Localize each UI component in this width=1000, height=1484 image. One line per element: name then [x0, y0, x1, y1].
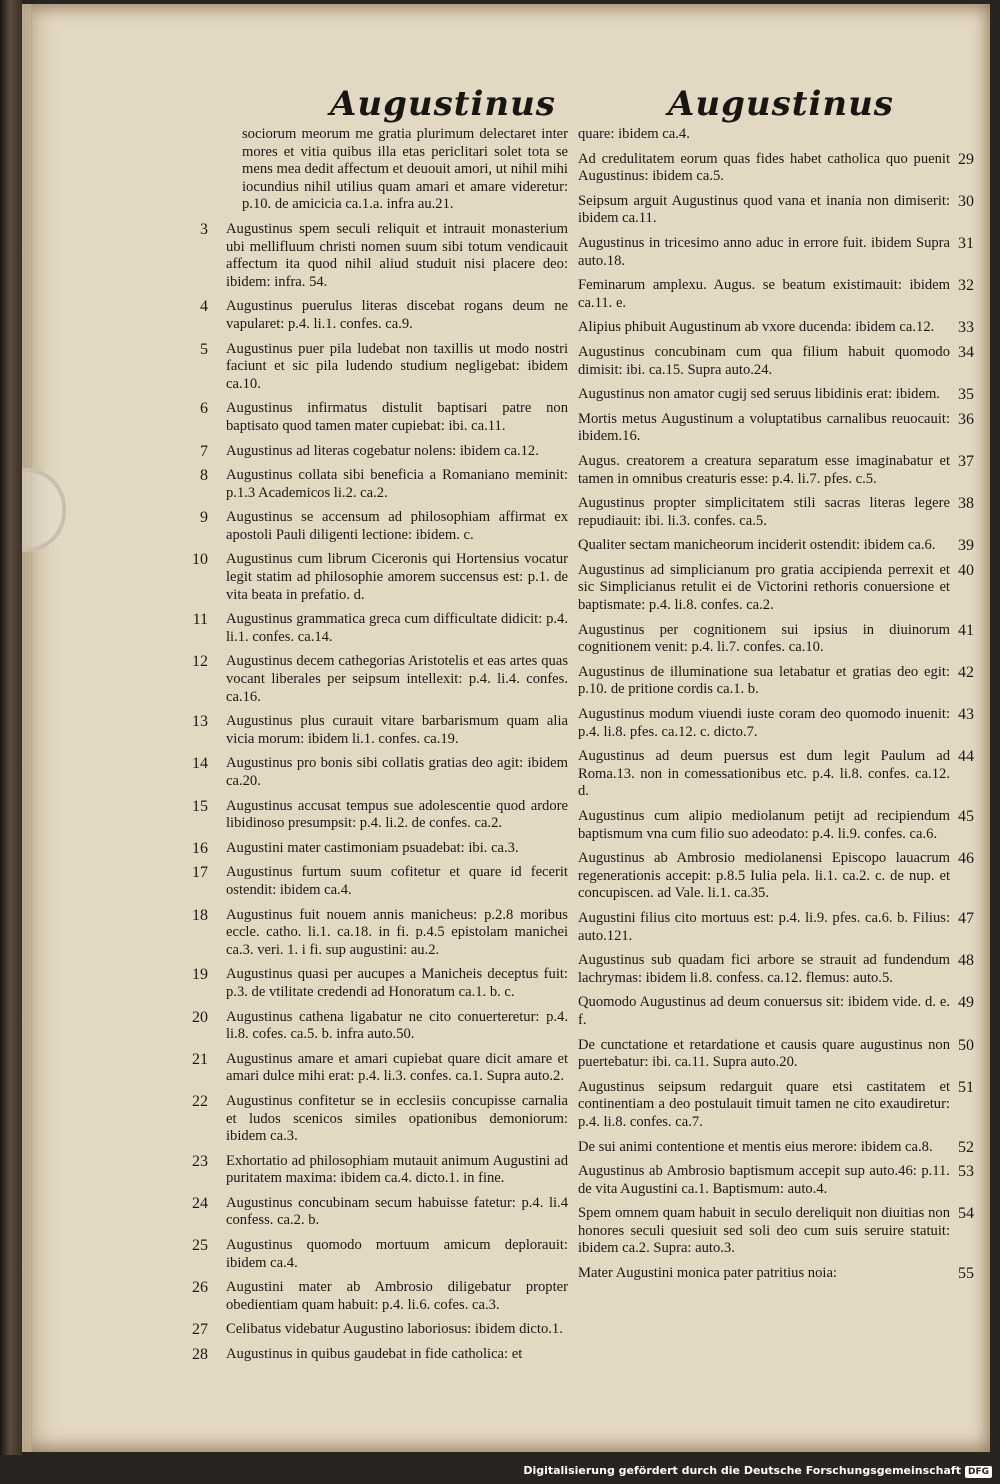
index-entry	[578, 495, 974, 530]
index-entry	[196, 400, 568, 435]
entry-number: 24	[192, 1194, 208, 1212]
entry-number: 27	[192, 1321, 208, 1339]
index-entry	[578, 952, 974, 987]
index-entry	[192, 653, 568, 706]
entry-text: quare: ibidem ca.4.	[578, 126, 690, 142]
entry-number: 6	[200, 400, 208, 418]
entry-text: Exhortatio ad philosophiam mutauit animum Augustini ad puritatem maxima: ibidem ca.4. dicto.1. in fine.	[226, 1152, 568, 1187]
entry-number: 41	[958, 621, 974, 639]
entry-number: 26	[192, 1279, 208, 1297]
index-entry	[578, 150, 974, 186]
index-column-left	[192, 126, 568, 1371]
index-entry	[578, 909, 974, 945]
index-entry	[196, 221, 568, 291]
entry-text: Augustinus modum viuendi iuste coram deo quomodo inuenit: p.4. li.8. pfes. ca.12. c. dicto.7.	[578, 706, 950, 740]
index-entry	[578, 386, 974, 404]
entry-number: 44	[958, 748, 974, 766]
index-entry	[192, 1346, 568, 1364]
entry-text: Augustinus cum alipio mediolanum petijt ad recipiendum baptismum vna cum filio suo adeodato: p.4. li.9. confes. ca.6.	[578, 808, 950, 842]
entry-text: Augustinus pro bonis sibi collatis gratias deo agit: ibidem ca.20.	[226, 755, 568, 789]
entry-text: Augustinus puerulus literas discebat rogans deum ne vapularet: p.4. li.1. confes. ca.9.	[226, 298, 568, 332]
index-entry	[578, 537, 974, 555]
entry-text: De sui animi contentione et mentis eius merore: ibidem ca.8.	[578, 1138, 933, 1155]
index-entry	[192, 1050, 568, 1086]
index-entry	[578, 452, 974, 488]
index-entry-continuation	[578, 126, 950, 144]
index-entry	[578, 410, 974, 446]
entry-text: Mortis metus Augustinum a voluptatibus carnalibus reuocauit: ibidem.16.	[578, 410, 950, 445]
entry-number: 17	[192, 864, 208, 882]
entry-number: 25	[192, 1237, 208, 1255]
index-entry	[578, 1163, 974, 1198]
entry-text: Augustinus cathena ligabatur ne cito conuerteretur: p.4. li.8. cofes. ca.5. b. infra auto.50.	[226, 1008, 568, 1043]
entry-number: 7	[200, 442, 208, 460]
entry-text: Seipsum arguit Augustinus quod vana et inania non dimiserit: ibidem ca.11.	[578, 192, 950, 227]
entry-number: 9	[200, 509, 208, 527]
index-entry	[578, 1205, 974, 1258]
entry-text: Augustinus decem cathegorias Aristotelis et eas artes quas vocant liberales per seipsum intellexit: p.4. li.4. confes. ca.16.	[226, 653, 568, 705]
entry-text: Spem omnem quam habuit in seculo dereliquit non diuitias non honores seculi quesiuit sed soli deo cum suis seruire statuit: ibidem ca.2. Supra: auto.3.	[578, 1205, 950, 1257]
credit-text: Digitalisierung gefördert durch die Deutsche Forschungsgemeinschaft	[523, 1464, 961, 1477]
entry-number: 46	[958, 850, 974, 868]
entry-number: 53	[958, 1163, 974, 1181]
entry-number: 32	[958, 277, 974, 295]
entry-number: 37	[958, 452, 974, 470]
entry-number: 55	[958, 1265, 974, 1283]
entry-number: 33	[958, 319, 974, 337]
index-entry	[578, 850, 974, 903]
entry-text: Augustinus non amator cugij sed seruus libidinis erat: ibidem.	[578, 386, 940, 403]
index-entry	[192, 966, 568, 1001]
dfg-logo-icon: DFG	[965, 1466, 992, 1478]
entry-text: Augustinus ad literas cogebatur nolens: ibidem ca.12.	[226, 442, 539, 459]
entry-text: Mater Augustini monica pater patritius noia:	[578, 1265, 837, 1282]
entry-number: 47	[958, 909, 974, 927]
entry-number: 30	[958, 192, 974, 210]
entry-number: 52	[958, 1138, 974, 1156]
entry-text: Feminarum amplexu. Augus. se beatum existimauit: ibidem ca.11. e.	[578, 277, 950, 311]
entry-text: Augustinus quasi per aucupes a Manicheis deceptus fuit: p.3. de vtilitate credendi ad Honoratum ca.1. b. c.	[226, 966, 568, 1000]
entry-number: 8	[200, 467, 208, 485]
entry-text: Quomodo Augustinus ad deum conuersus sit: ibidem vide. d. e. f.	[578, 994, 950, 1028]
entry-text: Augustinus furtum suum cofitetur et quare id fecerit ostendit: ibidem ca.4.	[226, 864, 568, 898]
index-entry	[192, 1321, 568, 1339]
index-entry	[578, 1036, 974, 1072]
book-spine	[0, 0, 22, 1455]
index-entry	[578, 561, 974, 615]
entry-number: 35	[958, 386, 974, 404]
entry-text: Augustinus concubinam secum habuisse fatetur: p.4. li.4 confess. ca.2. b.	[226, 1194, 568, 1229]
entry-text: Augustinus propter simplicitatem stili sacras literas legere repudiauit: ibi. li.3. confes. ca.5.	[578, 495, 950, 529]
entry-text: Augustinus infirmatus distulit baptisari patre non baptisato quod tamen mater cupiebat: ibi. ca.11.	[226, 400, 568, 434]
index-entry	[578, 1265, 974, 1283]
entry-text: Augustinus per cognitionem sui ipsius in diuinorum cognitionem venit: p.4. li.7. confes. ca.10.	[578, 621, 950, 656]
index-entry	[192, 1237, 568, 1272]
entry-number: 51	[958, 1078, 974, 1096]
entry-text: Augustinus concubinam cum qua filium habuit quomodo dimisit: ibi. ca.15. Supra auto.24.	[578, 343, 950, 378]
index-column-right	[578, 126, 974, 1290]
index-entry	[578, 277, 974, 312]
index-entry	[578, 663, 974, 699]
index-entry	[196, 298, 568, 333]
entry-text: Augustinus in quibus gaudebat in fide catholica: et	[226, 1346, 523, 1363]
entry-number: 10	[192, 551, 208, 569]
entry-number: 3	[200, 220, 208, 238]
entry-number: 18	[192, 906, 208, 924]
entry-text: Augustinus confitetur se in ecclesiis concupisse carnalia et ludos scenicos similes opationibus demoniorum: ibidem ca.3.	[226, 1092, 568, 1145]
index-entry	[192, 755, 568, 790]
entry-number: 12	[192, 653, 208, 671]
index-entry	[192, 839, 568, 858]
entry-text: Augustinus sub quadam fici arbore se strauit ad fundendum lachrymas: ibidem li.8. confess. ca.12. flemus: auto.5.	[578, 952, 950, 986]
index-entry	[196, 341, 568, 394]
index-entry	[578, 994, 974, 1029]
entry-number: 22	[192, 1092, 208, 1110]
entry-number: 13	[192, 713, 208, 731]
index-entry	[192, 1279, 568, 1314]
entry-text: Augustinus ad simplicianum pro gratia accipienda perrexit et sic Simplicianus retulit ei de Victorini rethoris conuersione et baptismate: p.4. li.8. confes. ca.2.	[578, 561, 950, 614]
entry-text: Augustinus de illuminatione sua letabatur et gratias deo egit: p.10. de pritione cordis ca.1. b.	[578, 663, 950, 698]
entry-text: Augustini filius cito mortuus est: p.4. li.9. pfes. ca.6. b. Filius: auto.121.	[578, 909, 950, 944]
index-entry	[196, 509, 568, 544]
entry-number: 5	[200, 340, 208, 358]
page-edges	[22, 4, 32, 1452]
entry-number: 28	[192, 1346, 208, 1364]
index-entry	[578, 192, 974, 228]
entry-number: 14	[192, 755, 208, 773]
entry-text: Augustinus amare et amari cupiebat quare dicit amare et amari dulce mihi erat: p.4. li.3. confes. ca.1. Supra auto.2.	[226, 1050, 568, 1085]
entry-text: Augustinus seipsum redarguit quare etsi castitatem et continentiam a deo postulauit timuit tamen ne cito exaudiretur: p.4. li.8. confes. ca.7.	[578, 1078, 950, 1130]
index-entry	[192, 906, 568, 960]
entry-text: Augus. creatorem a creatura separatum esse imaginabatur et tamen in omnibus creaturis esse: p.4. li.7. pfes. c.5.	[578, 452, 950, 487]
entry-text: Augustinus in tricesimo anno aduc in errore fuit. ibidem Supra auto.18.	[578, 234, 950, 269]
index-entry	[578, 343, 974, 379]
entry-text: Augustinus spem seculi reliquit et intrauit monasterium ubi mellifluum christi nomen suum sibi totum vendicauit affectum ita quod nihil aliud studuit nisi placere deo: ibidem: infra. 54.	[226, 220, 568, 290]
index-entry	[192, 611, 568, 646]
entry-text: Augustini mater castimoniam psuadebat: ibi. ca.3.	[226, 839, 519, 856]
entry-number: 43	[958, 706, 974, 724]
entry-text: Augustinus collata sibi beneficia a Romaniano meminit: p.1.3 Academicos li.2. ca.2.	[226, 467, 568, 501]
entry-number: 50	[958, 1036, 974, 1054]
entry-text: Augustini mater ab Ambrosio diligebatur propter obedientiam quam habuit: p.4. li.6. cofes. ca.3.	[226, 1279, 568, 1313]
index-entry	[192, 797, 568, 833]
entry-number: 15	[192, 797, 208, 815]
index-entry	[578, 808, 974, 843]
entry-text: Alipius phibuit Augustinum ab vxore ducenda: ibidem ca.12.	[578, 319, 935, 336]
index-entry	[578, 1138, 974, 1157]
entry-number: 19	[192, 966, 208, 984]
entry-text: Augustinus ab Ambrosio mediolanensi Episcopo lauacrum regenerationis accepit: p.8.5 Iulia pela. li.1. ca.2. c. de nup. et concupiscen. ad Vale. li.1. ca.35.	[578, 850, 950, 902]
index-entry	[192, 864, 568, 899]
index-entry	[578, 1078, 974, 1132]
entry-text: De cunctatione et retardatione et causis quare augustinus non puertebatur: ibi. ca.11. Supra auto.20.	[578, 1036, 950, 1071]
running-head-left: Augustinus	[330, 84, 556, 124]
entry-text: sociorum meorum me gratia plurimum delectaret inter mores et vitia quibus illa etas periclitari solet tota se mens mea dedit affectum et deuouit amori, ut nihil mihi iocundius nihil utilius quam amari et amare videretur: p.10. de amicicia ca.1.a. infra au.21.	[242, 126, 568, 213]
entry-text: Augustinus plus curauit vitare barbarismum quam alia vicia morum: ibidem li.1. confes. ca.19.	[226, 713, 568, 747]
entry-text: Augustinus ab Ambrosio baptismum accepit sup auto.46: p.11. de vita Augustini ca.1. Baptismum: auto.4.	[578, 1163, 950, 1197]
index-entry-continuation	[196, 126, 568, 214]
entry-text: Augustinus ad deum puersus est dum legit Paulum ad Roma.13. non in comessationibus etc. p.4. li.8. confes. ca.12. d.	[578, 748, 950, 800]
entry-text: Celibatus videbatur Augustino laboriosus: ibidem dicto.1.	[226, 1321, 563, 1338]
index-entry	[192, 1008, 568, 1044]
entry-number: 38	[958, 495, 974, 513]
entry-number: 49	[958, 994, 974, 1012]
entry-number: 45	[958, 808, 974, 825]
index-entry	[192, 551, 568, 604]
entry-number: 31	[958, 234, 974, 252]
entry-text: Augustinus grammatica greca cum difficultate didicit: p.4. li.1. confes. ca.14.	[226, 611, 568, 645]
entry-number: 39	[958, 537, 974, 555]
index-entry	[578, 621, 974, 657]
entry-text: Augustinus se accensum ad philosophiam affirmat ex apostoli Pauli diligenti lectione: ibidem. c.	[226, 509, 568, 543]
index-entry	[192, 713, 568, 748]
entry-number: 23	[192, 1152, 208, 1170]
entry-text: Augustinus quomodo mortuum amicum deplorauit: ibidem ca.4.	[226, 1237, 568, 1271]
entry-number: 11	[192, 611, 208, 629]
entry-text: Qualiter sectam manicheorum inciderit ostendit: ibidem ca.6.	[578, 537, 936, 554]
entry-number: 21	[192, 1050, 208, 1068]
index-entry	[196, 467, 568, 502]
entry-number: 48	[958, 952, 974, 970]
entry-text: Augustinus accusat tempus sue adolescentie quod ardore libidinoso presumpsit: p.4. li.2. de confes. ca.2.	[226, 797, 568, 832]
running-head-right: Augustinus	[668, 84, 894, 124]
entry-text: Ad credulitatem eorum quas fides habet catholica quo puenit Augustinus: ibidem ca.5.	[578, 150, 950, 185]
entry-text: Augustinus cum librum Ciceronis qui Hortensius vocatur legit statim ad philosophie amorem succensus est: p.1. de vita beata in prefatio. d.	[226, 551, 568, 603]
index-entry	[578, 706, 974, 741]
index-entry	[196, 443, 568, 461]
entry-text: Augustinus fuit nouem annis manicheus: p.2.8 moribus eccle. catho. li.1. ca.18. in fi. p.4.5 epistolam manichei ca.3. veri. 1. i fi. sup augustini: au.2.	[226, 906, 568, 958]
entry-number: 16	[192, 839, 208, 857]
entry-number: 4	[200, 298, 208, 316]
index-entry	[192, 1152, 568, 1188]
entry-text: Augustinus puer pila ludebat non taxillis ut modo nostri faciunt et sic pila ludendo studium negligebat: ibidem ca.10.	[226, 340, 568, 392]
entry-number: 36	[958, 410, 974, 428]
entry-number: 20	[192, 1008, 208, 1026]
entry-number: 34	[958, 343, 974, 361]
entry-number: 40	[958, 561, 974, 579]
entry-number: 54	[958, 1205, 974, 1223]
entry-number: 42	[958, 663, 974, 681]
index-entry	[192, 1194, 568, 1230]
digitization-credit	[523, 1464, 992, 1478]
index-entry	[578, 234, 974, 270]
index-entry	[578, 748, 974, 801]
index-entry	[578, 319, 974, 337]
entry-number: 29	[958, 150, 974, 168]
index-entry	[192, 1092, 568, 1146]
